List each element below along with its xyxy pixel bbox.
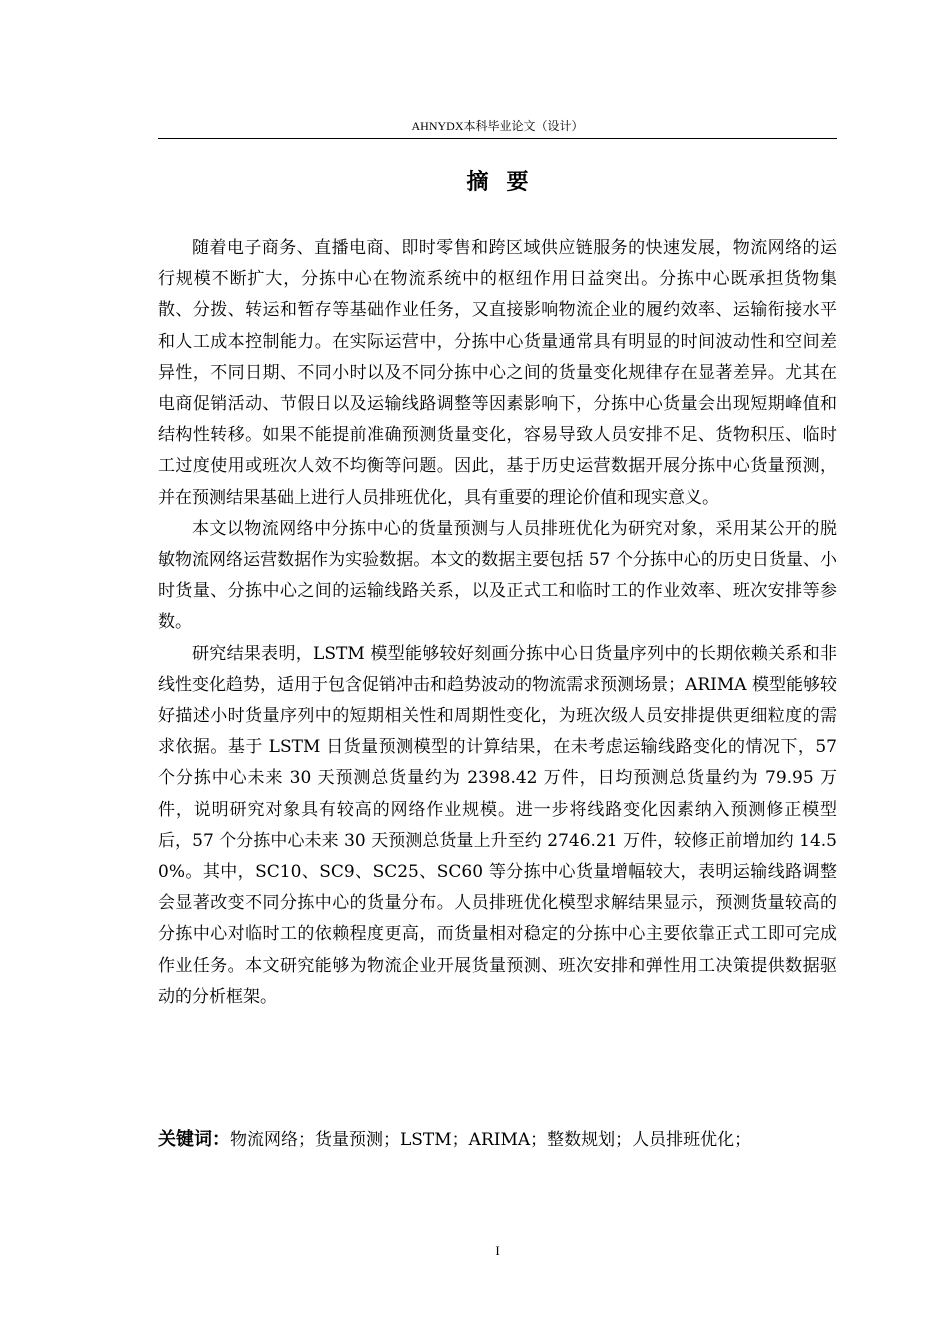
keywords-text: 物流网络；货量预测；LSTM；ARIMA；整数规划；人员排班优化； <box>230 1130 752 1150</box>
abstract-body <box>158 233 837 1013</box>
running-header: AHNYDX本科毕业论文（设计） <box>411 119 584 133</box>
header-divider <box>158 138 837 139</box>
abstract-paragraph-2: 本文以物流网络中分拣中心的货量预测与人员排班优化为研究对象，采用某公开的脱敏物流网络运营数据作为实验数据。本文的数据主要包括 57 个分拣中心的历史日货量、小时货量、分拣中心之间的运输线路关系，以及正式工和临时工的作业效率、班次安排等参数。 <box>158 518 837 633</box>
keywords-label: 关键词： <box>158 1129 230 1150</box>
abstract-paragraph-3: 研究结果表明，LSTM 模型能够较好刻画分拣中心日货量序列中的长期依赖关系和非线性变化趋势，适用于包含促销冲击和趋势波动的物流需求预测场景；ARIMA 模型能够较好描述小时货量序列中的短期相关性和周期性变化，为班次级人员安排提供更细粒度的需求依据。基于 LSTM 日货量预测模型的计算结果，在未考虑运输线路变化的情况下，57 个分拣中心未来 30 天预测总货量约为 2398.42 万件，日均预测总货量约为 79.95 万件，说明研究对象具有较高的网络作业规模。进一步将线路变化因素纳入预测修正模型后，57 个分拣中心未来 30 天预测总货量上升至约 2746.21 万件，较修正前增加约 14.50%。其中，SC10、SC9、SC25、SC60 等分拣中心货量增幅较大，表明运输线路调整会显著改变不同分拣中心的货量分布。人员排班优化模型求解结果显示，预测货量较高的分拣中心对临时工的依赖程度更高，而货量相对稳定的分拣中心主要依靠正式工即可完成作业任务。本文研究能够为物流企业开展货量预测、班次安排和弹性用工决策提供数据驱动的分析框架。 <box>158 643 837 1007</box>
page-number: I <box>495 1243 500 1258</box>
abstract-title: 摘要 <box>466 170 547 195</box>
keywords-line <box>158 1125 837 1155</box>
abstract-paragraph-1: 随着电子商务、直播电商、即时零售和跨区域供应链服务的快速发展，物流网络的运行规模不断扩大，分拣中心在物流系统中的枢纽作用日益突出。分拣中心既承担货物集散、分拨、转运和暂存等基础作业任务，又直接影响物流企业的履约效率、运输衔接水平和人工成本控制能力。在实际运营中，分拣中心货量通常具有明显的时间波动性和空间差异性，不同日期、不同小时以及不同分拣中心之间的货量变化规律存在显著差异。尤其在电商促销活动、节假日以及运输线路调整等因素影响下，分拣中心货量会出现短期峰值和结构性转移。如果不能提前准确预测货量变化，容易导致人员安排不足、货物积压、临时工过度使用或班次人效不均衡等问题。因此，基于历史运营数据开展分拣中心货量预测，并在预测结果基础上进行人员排班优化，具有重要的理论价值和现实意义。 <box>158 238 837 508</box>
